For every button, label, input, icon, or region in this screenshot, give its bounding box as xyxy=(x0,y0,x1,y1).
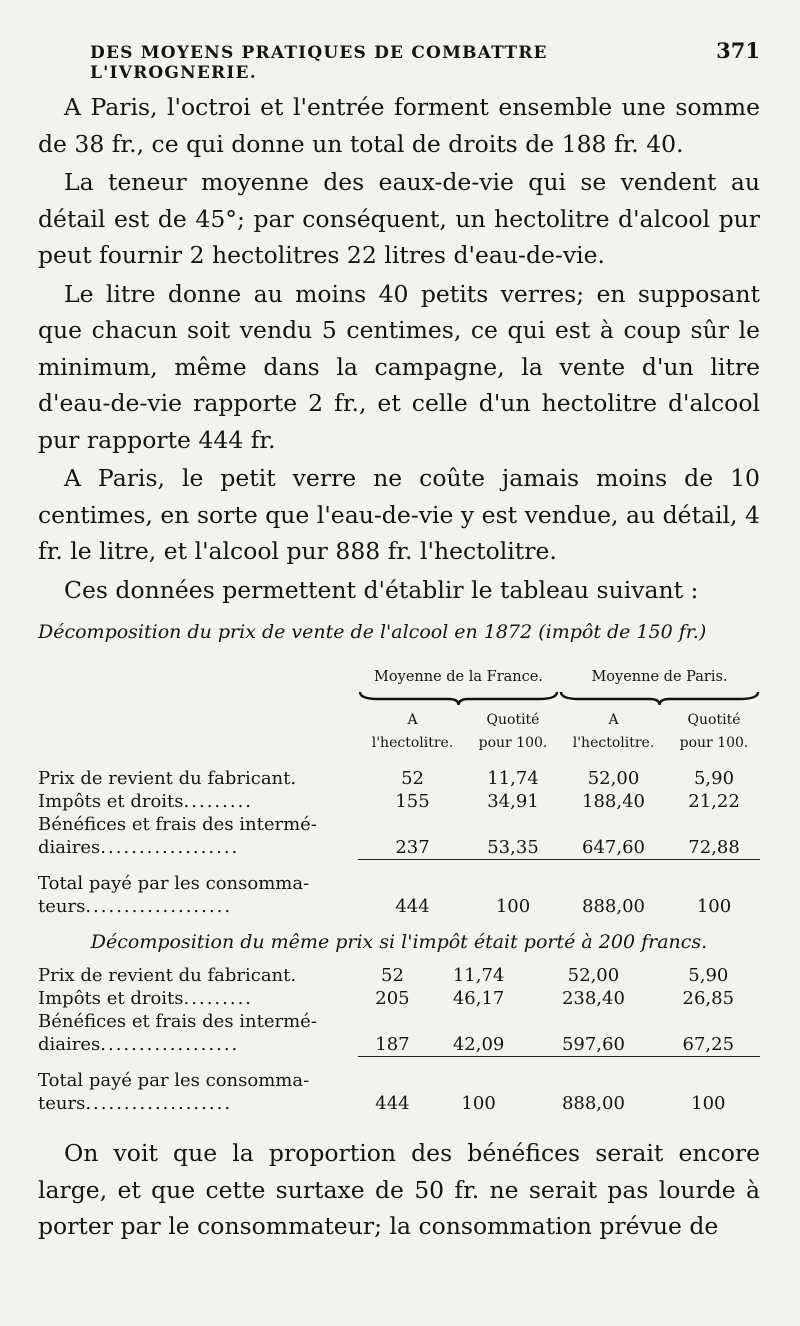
paragraph-3: Le litre donne au moins 40 petits verres; en supposant que chacun soit vendu 5 centimes, ce qui est à coup sûr le minimum, même dans la campagne, la vente d'un litre d'eau-de-vie rapporte 2 fr., et celle d'un hectolitre d'alcool pur rapporte 444 fr. xyxy=(38,279,760,454)
col-hecto-france: A l'hectolitre. xyxy=(371,712,454,751)
group-paris-label: Moyenne de Paris. xyxy=(591,669,728,685)
paragraph-5: Ces données permettent d'établir le tableau suivant : xyxy=(64,575,699,604)
table-row: Prix de revient du fabricant. 52 11,74 52,00 5,90 xyxy=(38,768,735,789)
brace-france xyxy=(358,689,559,707)
col-quot-paris: Quotité pour 100. xyxy=(679,712,749,751)
table-total-row: teurs................... 444 100 888,00 100 xyxy=(38,896,732,917)
table-row: Impôts et droits......... 205 46,17 238,40 26,85 xyxy=(38,988,735,1009)
table-row: diaires.................. 187 42,09 597,60 67,25 xyxy=(38,1033,760,1057)
col-hecto-paris: A l'hectolitre. xyxy=(572,712,655,751)
table-total-row: teurs................... 444 100 888,00 100 xyxy=(38,1093,726,1114)
table-row: Bénéfices et frais des intermé- xyxy=(38,1011,317,1032)
paragraph-1: A Paris, l'octroi et l'entrée forment ensemble une somme de 38 fr., ce qui donne un total de droits de 188 fr. 40. xyxy=(38,93,760,158)
closing-paragraph: On voit que la proportion des bénéfices serait encore large, et que cette surtaxe de 50 fr. ne serait pas lourde à porter par le consommateur; la consommation prévue de xyxy=(38,1139,760,1240)
price-table-2 xyxy=(38,964,760,1115)
table-row: diaires.................. 237 53,35 647,60 72,88 xyxy=(38,836,760,860)
price-table-1 xyxy=(38,646,760,918)
table-row: Prix de revient du fabricant. 52 11,74 52,00 5,90 xyxy=(38,965,729,986)
col-quot-france: Quotité pour 100. xyxy=(478,712,548,751)
table2-caption: Décomposition du même prix si l'impôt était porté à 200 francs. xyxy=(90,931,708,953)
running-title: DES MOYENS PRATIQUES DE COMBATTRE L'IVROGNERIE. xyxy=(90,43,548,83)
table-row: Impôts et droits......... 155 34,91 188,40 21,22 xyxy=(38,791,740,812)
page-number: 371 xyxy=(716,38,760,63)
table1-caption: Décomposition du prix de vente de l'alcool en 1872 (impôt de 150 fr.) xyxy=(38,621,707,643)
paragraph-4: A Paris, le petit verre ne coûte jamais moins de 10 centimes, en sorte que l'eau-de-vie y est vendue, au détail, 4 fr. le litre, et l'alcool pur 888 fr. l'hectolitre. xyxy=(38,464,760,565)
group-france-label: Moyenne de la France. xyxy=(374,669,543,685)
table-row: Bénéfices et frais des intermé- xyxy=(38,814,317,835)
table-total-row: Total payé par les consomma- xyxy=(38,873,310,894)
brace-paris xyxy=(559,689,760,707)
paragraph-2: La teneur moyenne des eaux-de-vie qui se vendent au détail est de 45°; par conséquent, un hectolitre d'alcool pur peut fournir 2 hectolitres 22 litres d'eau-de-vie. xyxy=(38,168,760,269)
running-head xyxy=(38,38,760,83)
book-page xyxy=(38,38,760,1245)
table-total-row: Total payé par les consomma- xyxy=(38,1070,310,1091)
